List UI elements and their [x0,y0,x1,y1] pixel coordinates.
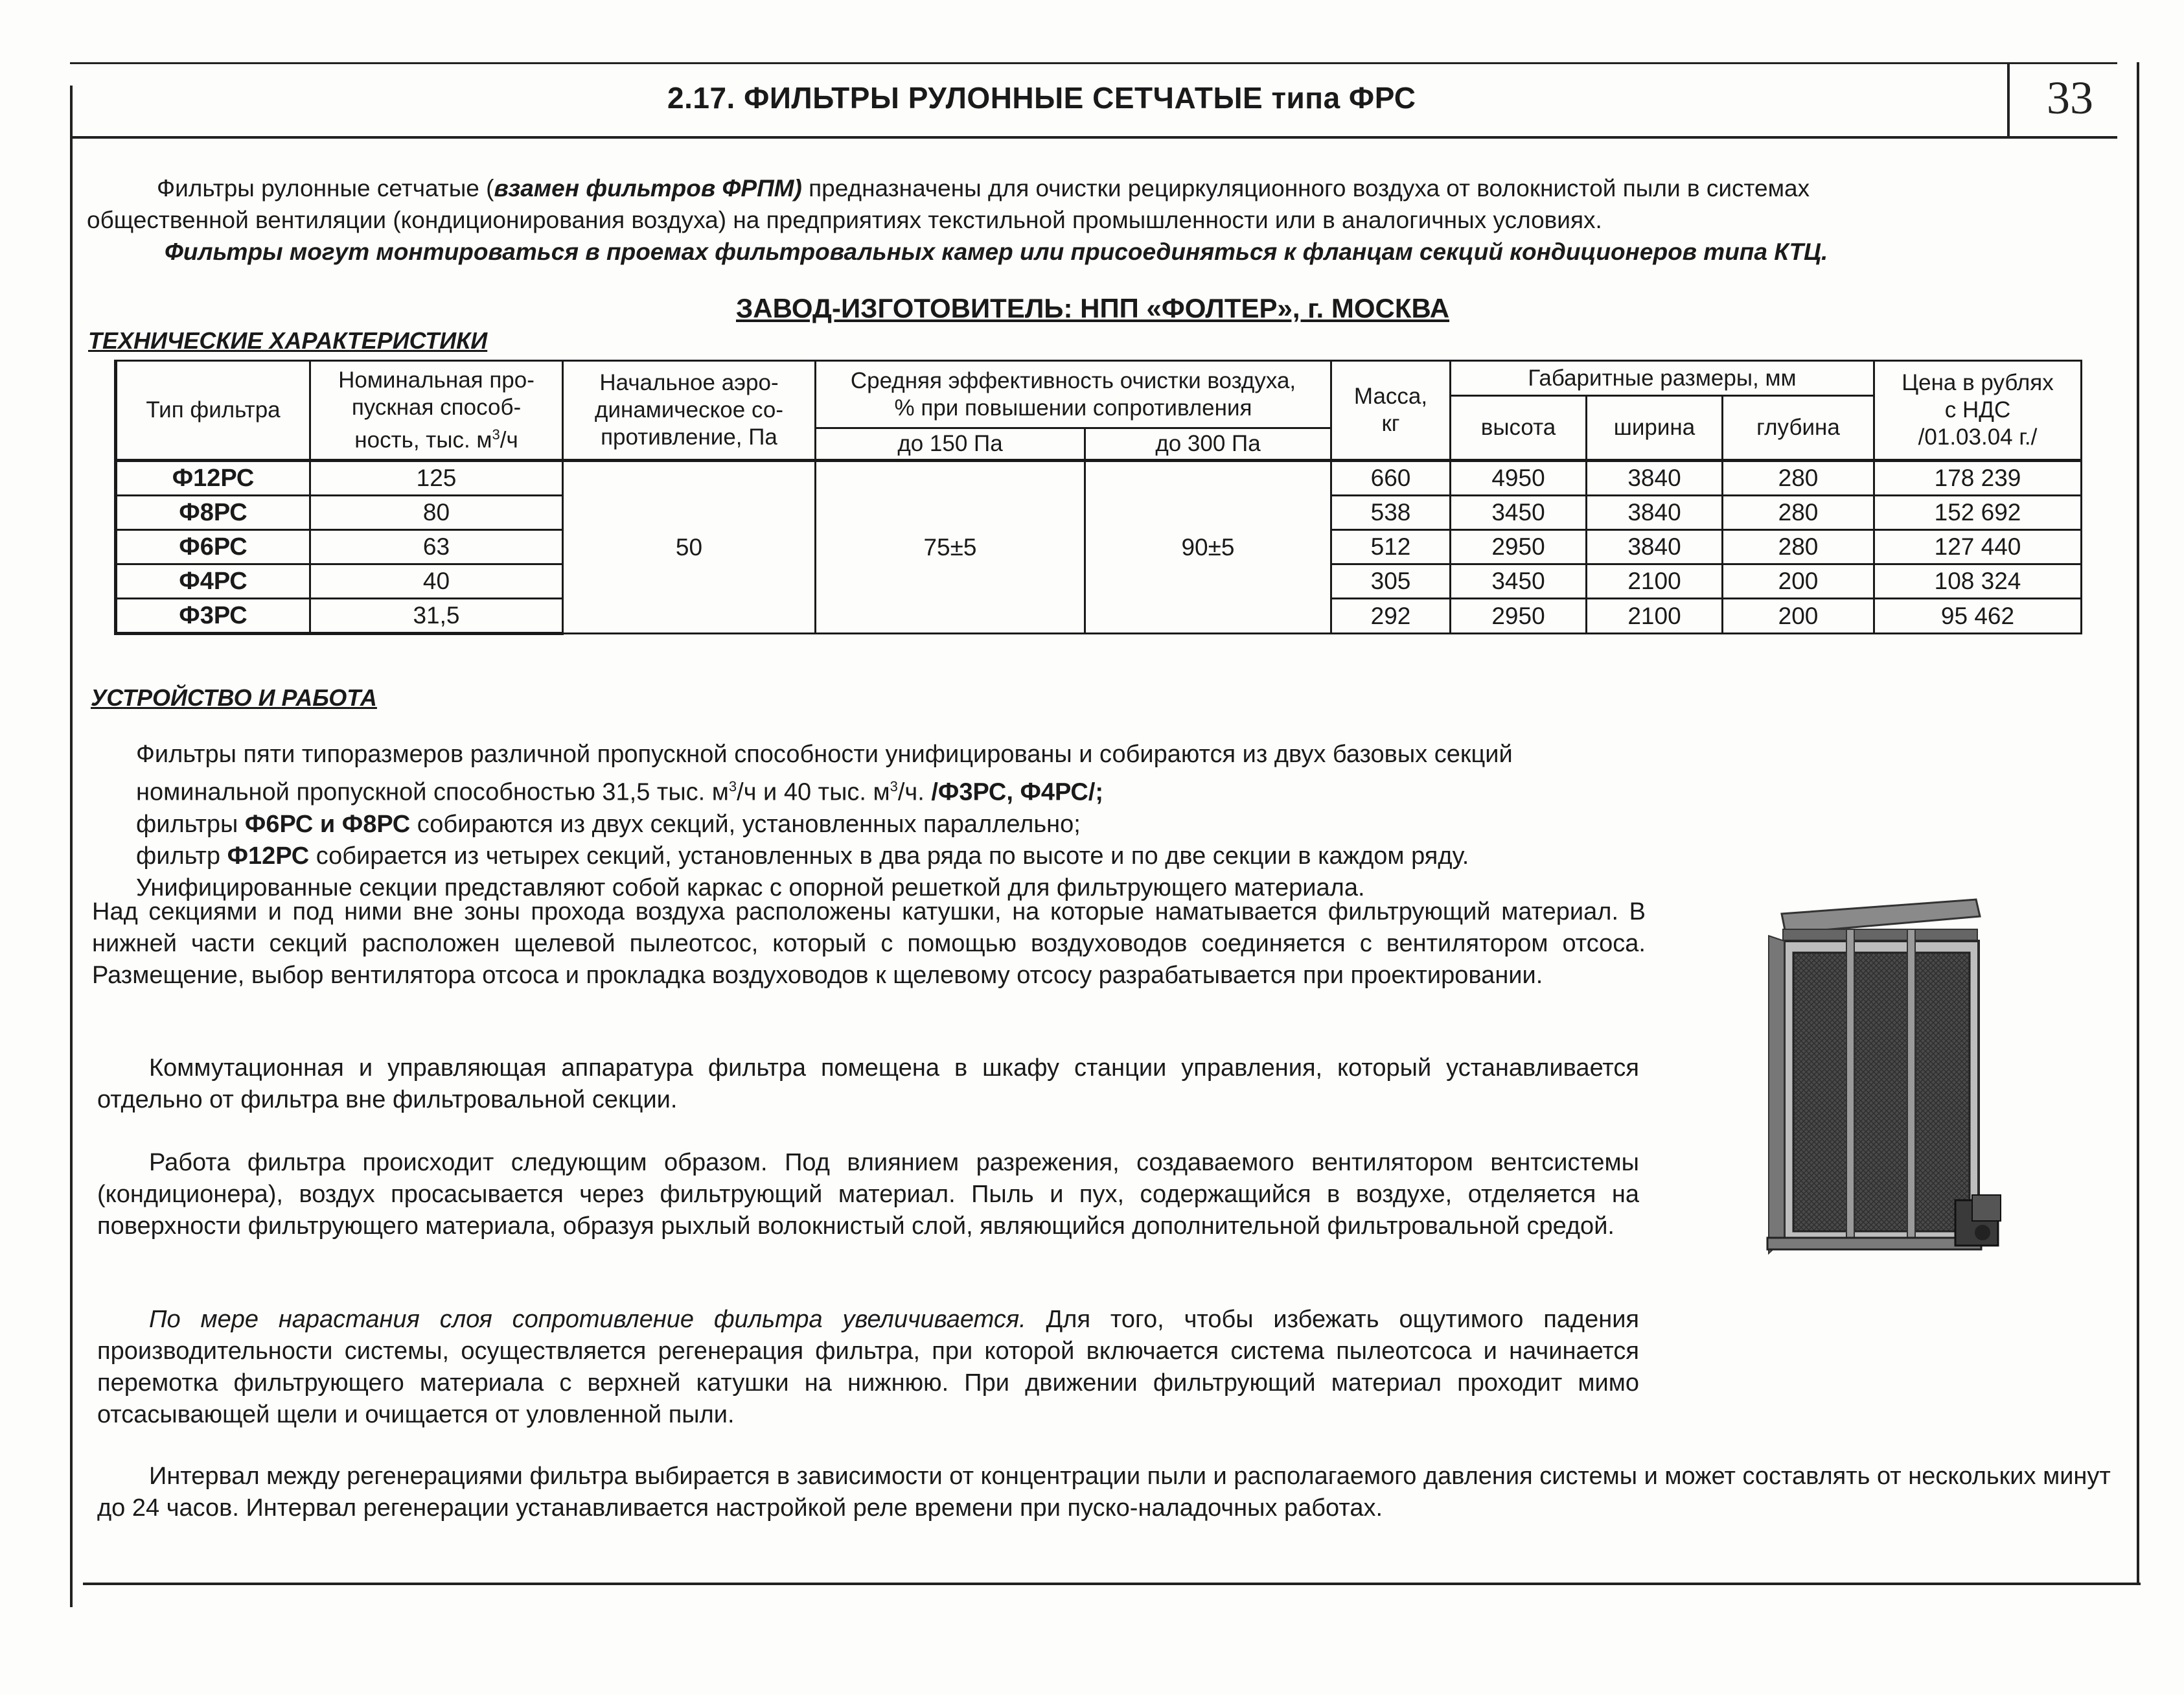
intro-line-2: общественной вентиляции (кондиционирования воздуха) на предприятиях текстильной промышленности или в аналогичных условиях. [87,207,1602,233]
cell-price: 108 324 [1874,564,2082,599]
cell-type: Ф8РС [116,496,310,530]
device-heading: УСТРОЙСТВО И РАБОТА [91,684,377,711]
cell-type: Ф12РС [116,461,310,496]
spec-table [114,360,2082,635]
cell-height: 2950 [1451,530,1587,564]
header-width: ширина [1587,396,1723,461]
device-paragraph-6: Коммутационная и управляющая аппаратура фильтра помещена в шкафу станции управления, который устанавливается отдельно от фильтра вне фильтровальной секции. [97,1054,1639,1113]
cell-width: 2100 [1587,599,1723,634]
cell-depth: 280 [1723,530,1874,564]
cell-width: 3840 [1587,530,1723,564]
cell-price: 178 239 [1874,461,2082,496]
header-mass: Масса, кг [1331,361,1451,461]
cell-height: 2950 [1451,599,1587,634]
header-capacity: Номинальная про- пускная способ- ность, тыс. $м^3/ч$ [310,361,563,461]
cell-width: 2100 [1587,564,1723,599]
frame-bottom-rule [83,1583,2141,1585]
cell-mass: 512 [1331,530,1451,564]
device-paragraph-8: По мере нарастания слоя сопротивление фильтра увеличивается. Для того, чтобы избежать ощутимого падения производительности системы, осуществляется регенерация фильтра, при которой включается система пылеотсоса и начинается перемотка фильтрующего материала с верхней катушки на нижнюю. При движении фильтрующий материал проходит мимо отсасывающей щели и очищается от уловленной пыли. [97,1306,1639,1428]
cell-depth: 200 [1723,599,1874,634]
tech-specs-heading: ТЕХНИЧЕСКИЕ ХАРАКТЕРИСТИКИ [88,327,488,354]
cell-depth: 200 [1723,564,1874,599]
cell-depth: 280 [1723,461,1874,496]
cell-capacity: 40 [310,564,563,599]
header-height: высота [1451,396,1587,461]
cell-mass: 660 [1331,461,1451,496]
frame-right-rule [2137,62,2139,1585]
device-paragraph-7: Работа фильтра происходит следующим образом. Под влиянием разрежения, создаваемого вентилятором вентсистемы (кондиционера), воздух просасывается через фильтрующий материал. Пыль и пух, содержащийся в воздухе, отделяется на поверхности фильтрующего материала, образуя рыхлый волокнистый слой, являющийся дополнительной фильтровальной средой. [97,1149,1639,1240]
cell-height: 4950 [1451,461,1587,496]
cell-height: 3450 [1451,564,1587,599]
cell-capacity: 31,5 [310,599,563,634]
device-paragraph-5: Над секциями и под ними вне зоны прохода воздуха расположены катушки, на которые наматывается фильтрующий материал. В нижней части секций расположен щелевой пылеотсос, который с помощью воздуховодов соединяется с вентилятором отсоса. Размещение, выбор вентилятора отсоса и прокладка воздуховодов к щелевому отсосу разрабатывается при проектировании. [92,898,1646,989]
header-type: Тип фильтра [116,361,310,461]
cell-type: Ф4РС [116,564,310,599]
cell-height: 3450 [1451,496,1587,530]
device-paragraph-1: Фильтры пяти типоразмеров различной пропускной способности унифицированы и собираются из двух базовых секций номинальной пропускной способностью 31,5 тыс. $м^3/ч$ и 40 тыс. $м^3/ч$. /Ф3РС, Ф4РС/; фильтры Ф6РС и Ф8РС собираются из двух секций, установленных параллельно; фильтр Ф12РС собирается из четырех секций, установленных в два ряда по высоте и по две секции в каждом ряду. Унифицированные секции представляют собой каркас с опорной решеткой для фильтрующего материала. [136,739,1646,904]
header-resistance: Начальное аэро- динамическое со- противление, Па [563,361,816,461]
cell-eff-300: 90±5 [1085,461,1331,634]
cell-resistance: 50 [563,461,816,634]
cell-mass: 292 [1331,599,1451,634]
cell-mass: 305 [1331,564,1451,599]
frame-left-rule [70,86,73,1607]
intro-line-3: Фильтры могут монтироваться в проемах фильтровальных камер или присоединяться к фланцам секций кондиционеров типа КТЦ. [165,238,1828,265]
cell-capacity: 63 [310,530,563,564]
intro-text [87,172,2063,268]
manufacturer-heading: ЗАВОД-ИЗГОТОВИТЕЛЬ: НПП «ФОЛТЕР», г. МОСКВА [736,293,1450,323]
header-price: Цена в рублях с НДС /01.03.04 г./ [1874,361,2082,461]
header-depth: глубина [1723,396,1874,461]
cell-depth: 280 [1723,496,1874,530]
cell-type: Ф3РС [116,599,310,634]
device-paragraph-9: Интервал между регенерациями фильтра выбирается в зависимости от концентрации пыли и располагаемого давления системы и может составлять от нескольких минут до 24 часов. Интервал регенерации устанавливается настройкой реле времени при пуско-наладочных работах. [97,1463,2111,1522]
header-eff-150: до 150 Па [816,428,1085,461]
cell-eff-150: 75±5 [816,461,1085,634]
table-row [116,461,2082,496]
cell-width: 3840 [1587,496,1723,530]
cell-type: Ф6РС [116,530,310,564]
cell-width: 3840 [1587,461,1723,496]
header-rule [70,136,2117,139]
page-number: 33 [2047,72,2093,124]
frame-top-rule [70,62,2117,64]
filter-unit-photo [1749,890,2021,1279]
cell-capacity: 125 [310,461,563,496]
device-paragraph-4: Унифицированные секции представляют собой каркас с опорной решеткой для фильтрующего материала. [136,874,1365,901]
header-dimensions: Габаритные размеры, мм [1451,361,1874,396]
header-eff-300: до 300 Па [1085,428,1331,461]
cell-price: 152 692 [1874,496,2082,530]
header-efficiency: Средняя эффективность очистки воздуха, % при повышении сопротивления [816,361,1331,428]
cell-mass: 538 [1331,496,1451,530]
intro-line-1: Фильтры рулонные сетчатые (взамен фильтров ФРПМ) предназначены для очистки рециркуляционного воздуха от волокнистой пыли в системах [157,175,1810,202]
page-title: 2.17. ФИЛЬТРЫ РУЛОННЫЕ СЕТЧАТЫЕ типа ФРС [667,81,1416,115]
cell-capacity: 80 [310,496,563,530]
cell-price: 127 440 [1874,530,2082,564]
cell-price: 95 462 [1874,599,2082,634]
